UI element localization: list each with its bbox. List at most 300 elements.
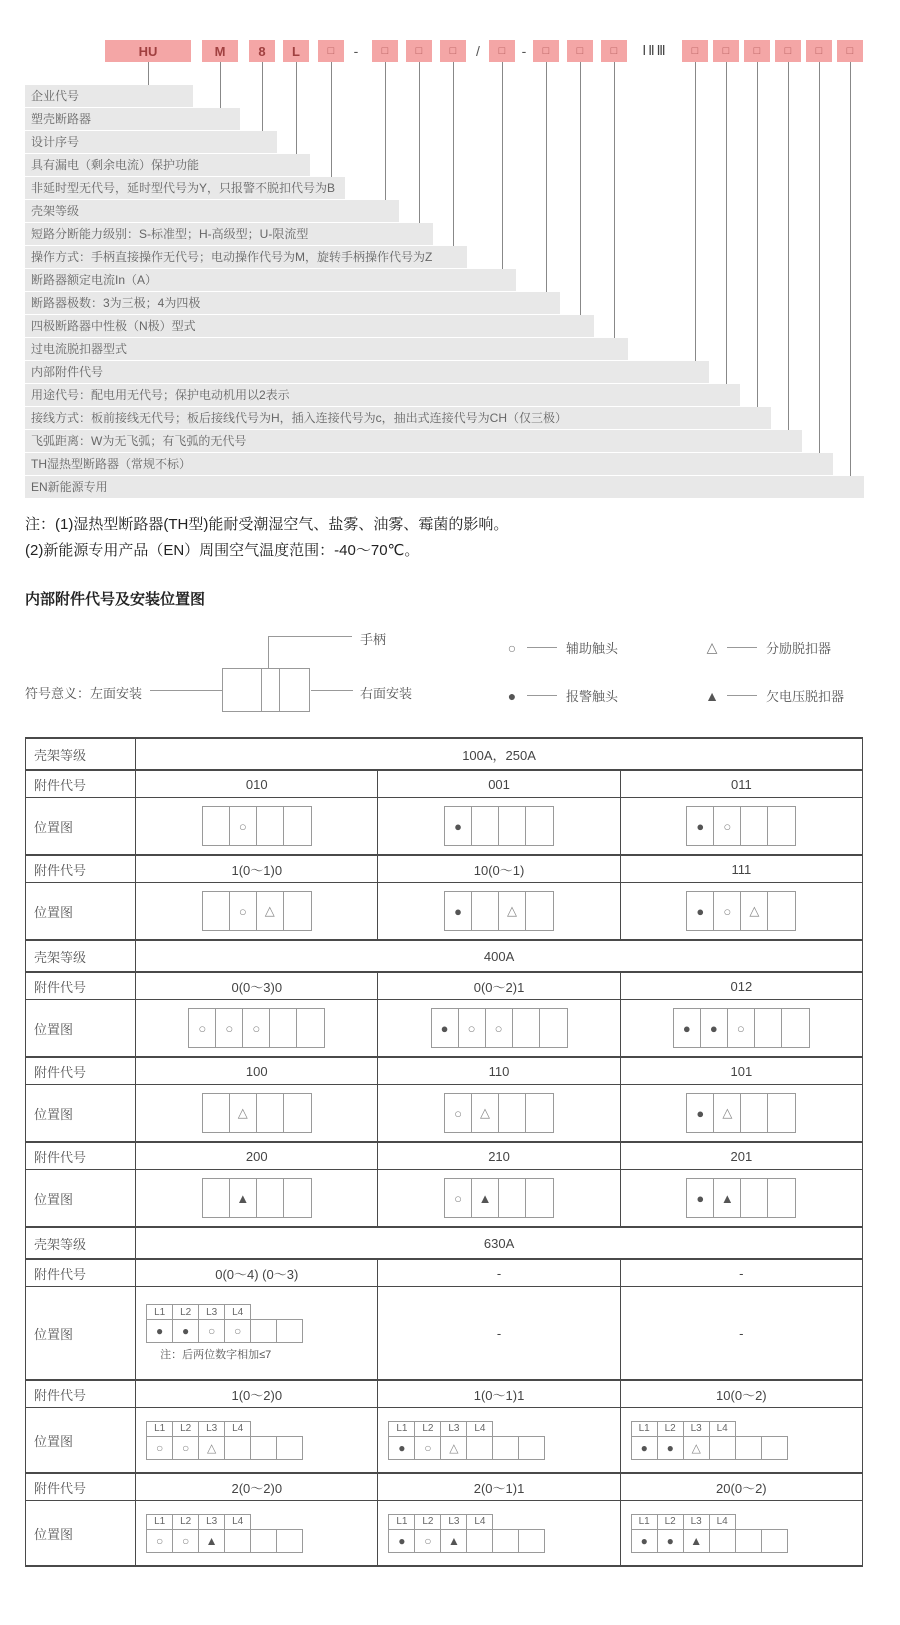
position-header: 位置图: [26, 1085, 136, 1143]
diagram-cell: L1: [146, 1514, 173, 1530]
code-box-placeholder: □: [744, 40, 770, 62]
position-header: 位置图: [26, 1000, 136, 1058]
code-box-placeholder: □: [489, 40, 515, 62]
diagram-cell: [741, 1094, 768, 1132]
code-box-placeholder: □: [406, 40, 432, 62]
position-diagram: [202, 806, 312, 846]
diagram-cell: [499, 1179, 526, 1217]
diagram-cell: L4: [224, 1421, 251, 1437]
diagram-cell: ○: [146, 1436, 173, 1460]
diagram-cell: [276, 1529, 303, 1553]
legend-item-label: 欠电压脱扣器: [766, 689, 845, 704]
diagram-cell: △: [198, 1436, 225, 1460]
table-row: [26, 1170, 863, 1228]
connector-line: [262, 62, 263, 131]
symbol-box-cell: [223, 669, 262, 711]
connector-line: [580, 62, 581, 315]
diagram-cell: [284, 1179, 311, 1217]
accessory-code: 201: [620, 1142, 862, 1170]
connector-line: [385, 62, 386, 200]
diagram-cell: [257, 1179, 284, 1217]
diagram-cell: [709, 1529, 736, 1553]
legend-dash: [727, 647, 757, 648]
symbol-box-cell: [280, 669, 309, 711]
diagram-cell: △: [714, 1094, 741, 1132]
diagram-cell: [540, 1009, 567, 1047]
diagram-cell: L3: [198, 1304, 225, 1320]
connector-line: [614, 62, 615, 338]
diagram-cell: ▲: [714, 1179, 741, 1217]
accessory-code: -: [620, 1259, 862, 1287]
diagram-cell: [513, 1009, 540, 1047]
diagram-cell: ●: [631, 1529, 658, 1553]
accessory-code: 0(0～4) (0～3): [136, 1259, 378, 1287]
alarm-contact-icon: ●: [507, 687, 517, 704]
diagram-cell: L2: [657, 1421, 684, 1437]
diagram-cell: [203, 1094, 230, 1132]
code-box-placeholder: □: [533, 40, 559, 62]
diagram-cell: [284, 892, 311, 930]
position-diagram-labeled: [388, 1514, 544, 1553]
legend-dash: [527, 695, 557, 696]
pole-header-row: [388, 1421, 544, 1437]
connector-line: [695, 62, 696, 361]
diagram-cell: L4: [466, 1514, 493, 1530]
pole-symbol-row: [631, 1529, 787, 1553]
diagram-cell: [526, 807, 553, 845]
diagram-cell: ●: [687, 807, 714, 845]
connector-line: [819, 62, 820, 453]
diagram-cell: ○: [172, 1529, 199, 1553]
diagram-cell: [768, 807, 795, 845]
pole-symbol-row: [388, 1529, 544, 1553]
frame-level-header: 壳架等级: [26, 940, 136, 972]
pole-header-row: [146, 1514, 302, 1530]
code-label-bar: 四极断路器中性极（N极）型式: [25, 315, 594, 337]
accessory-code: 001: [378, 770, 620, 798]
accessory-code: 1(0～1)0: [136, 855, 378, 883]
diagram-cell: ●: [687, 1179, 714, 1217]
diagram-cell: ○: [146, 1529, 173, 1553]
diagram-cell: ●: [631, 1436, 658, 1460]
code-box-placeholder: □: [837, 40, 863, 62]
table-row: [26, 1380, 863, 1408]
diagram-cell: ○: [414, 1436, 441, 1460]
pole-symbol-row: [146, 1319, 302, 1343]
position-diagram: [188, 1008, 325, 1048]
table-row: [26, 1501, 863, 1567]
diagram-cell: L4: [466, 1421, 493, 1437]
accessory-code: 10(0～1): [378, 855, 620, 883]
code-box-placeholder: □: [318, 40, 344, 62]
diagram-cell: △: [440, 1436, 467, 1460]
position-header: 位置图: [26, 1287, 136, 1381]
diagram-cell: [257, 807, 284, 845]
accessory-code-header: 附件代号: [26, 1259, 136, 1287]
diagram-cell: ○: [714, 807, 741, 845]
diagram-cell: [741, 1179, 768, 1217]
pole-header-row: [146, 1304, 302, 1320]
accessory-table: [25, 737, 863, 1567]
code-label-bar: TH湿热型断路器（常规不标）: [25, 453, 833, 475]
code-box-l: L: [283, 40, 309, 62]
diagram-cell: ○: [198, 1319, 225, 1343]
accessory-code-header: 附件代号: [26, 1057, 136, 1085]
code-label-bar: 壳架等级: [25, 200, 399, 222]
legend-item-shunt: [703, 638, 831, 657]
connector-line: [419, 62, 420, 223]
accessory-code: 20(0～2): [620, 1473, 862, 1501]
diagram-cell: [276, 1319, 303, 1343]
accessory-code-header: 附件代号: [26, 1473, 136, 1501]
accessory-code-header: 附件代号: [26, 972, 136, 1000]
table-row: [26, 972, 863, 1000]
diagram-cell: ●: [146, 1319, 173, 1343]
code-box-placeholder: □: [372, 40, 398, 62]
accessory-code: 1(0～2)0: [136, 1380, 378, 1408]
diagram-cell: L2: [172, 1514, 199, 1530]
diagram-cell: [203, 892, 230, 930]
diagram-cell: L2: [414, 1421, 441, 1437]
diagram-cell: [224, 1436, 251, 1460]
accessory-code: 012: [620, 972, 862, 1000]
accessory-code: -: [378, 1259, 620, 1287]
code-box-hu: HU: [105, 40, 191, 62]
diagram-cell: [518, 1436, 545, 1460]
diagram-cell: [499, 807, 526, 845]
code-label-bar: 具有漏电（剩余电流）保护功能: [25, 154, 310, 176]
legend-item-undervoltage: [703, 686, 844, 705]
diagram-cell: [466, 1436, 493, 1460]
diagram-cell: [250, 1319, 277, 1343]
diagram-cell: ○: [243, 1009, 270, 1047]
code-label-bar: 设计序号: [25, 131, 277, 153]
section-title: 内部附件代号及安装位置图: [25, 591, 206, 608]
diagram-cell: △: [472, 1094, 499, 1132]
code-label-bar: 接线方式：板前接线无代号；板后接线代号为H，插入连接代号为c，抽出式连接代号为CH（仅三极）: [25, 407, 771, 429]
diagram-note: 注：后两位数字相加≤7: [160, 1349, 272, 1361]
legend-prefix: 符号意义：左面安装: [25, 686, 143, 701]
diagram-cell: [250, 1529, 277, 1553]
table-row: [26, 1085, 863, 1143]
accessory-code: 1(0～1)1: [378, 1380, 620, 1408]
diagram-cell: [284, 807, 311, 845]
diagram-cell: ●: [674, 1009, 701, 1047]
diagram-cell: [492, 1436, 519, 1460]
right-mount-line: [311, 690, 353, 691]
diagram-cell: [709, 1436, 736, 1460]
handle-pointer-line: [268, 636, 352, 637]
code-label-bar: 企业代号: [25, 85, 193, 107]
diagram-cell: ▲: [230, 1179, 257, 1217]
diagram-cell: ○: [224, 1319, 251, 1343]
code-box-placeholder: □: [440, 40, 466, 62]
diagram-cell: [761, 1436, 788, 1460]
position-header: 位置图: [26, 798, 136, 856]
position-diagram: [686, 806, 796, 846]
diagram-cell: △: [257, 892, 284, 930]
accessory-code: 011: [620, 770, 862, 798]
note-line-1: 注：(1)湿热型断路器(TH型)能耐受潮湿空气、盐雾、油雾、霉菌的影响。: [25, 516, 509, 533]
diagram-cell: L4: [224, 1304, 251, 1320]
position-diagram: [202, 1178, 312, 1218]
connector-line: [148, 62, 149, 85]
diagram-cell: △: [230, 1094, 257, 1132]
diagram-cell: [782, 1009, 809, 1047]
code-label-bar: 断路器极数：3为三极；4为四极: [25, 292, 560, 314]
accessory-code: 210: [378, 1142, 620, 1170]
diagram-cell: ●: [445, 892, 472, 930]
diagram-cell: [768, 1179, 795, 1217]
diagram-cell: △: [741, 892, 768, 930]
diagram-cell: L4: [709, 1421, 736, 1437]
diagram-cell: L3: [198, 1421, 225, 1437]
position-diagram-labeled: [146, 1421, 302, 1460]
position-header: 位置图: [26, 1170, 136, 1228]
diagram-cell: L3: [683, 1514, 710, 1530]
code-box-placeholder: □: [713, 40, 739, 62]
position-diagram: [686, 891, 796, 931]
position-diagram-labeled: [388, 1421, 544, 1460]
accessory-code: 200: [136, 1142, 378, 1170]
accessory-code: 10(0～2): [620, 1380, 862, 1408]
position-diagram: [444, 1093, 554, 1133]
pole-symbol-row: [146, 1436, 302, 1460]
diagram-cell: L3: [440, 1421, 467, 1437]
diagram-cell: L1: [146, 1421, 173, 1437]
legend-item-aux: [503, 638, 618, 657]
diagram-cell: ○: [189, 1009, 216, 1047]
diagram-cell: [250, 1436, 277, 1460]
code-box-m: M: [202, 40, 238, 62]
connector-line: [546, 62, 547, 292]
pole-header-row: [631, 1421, 787, 1437]
diagram-cell: [741, 807, 768, 845]
diagram-cell: ○: [230, 892, 257, 930]
pole-header-row: [146, 1421, 302, 1437]
code-label-bar: 操作方式：手柄直接操作无代号；电动操作代号为M，旋转手柄操作代号为Z: [25, 246, 467, 268]
diagram-cell: ○: [445, 1179, 472, 1217]
pole-symbol-row: [631, 1436, 787, 1460]
diagram-cell: ●: [701, 1009, 728, 1047]
accessory-code-header: 附件代号: [26, 770, 136, 798]
diagram-cell: L1: [631, 1421, 658, 1437]
connector-line: [331, 62, 332, 177]
diagram-cell: [284, 1094, 311, 1132]
diagram-cell: L3: [440, 1514, 467, 1530]
diagram-cell: [297, 1009, 324, 1047]
diagram-cell: [499, 1094, 526, 1132]
code-separator-dash: -: [521, 43, 527, 59]
frame-level-value: 630A: [136, 1227, 863, 1259]
diagram-cell: L3: [198, 1514, 225, 1530]
diagram-cell: [755, 1009, 782, 1047]
code-box-placeholder: □: [567, 40, 593, 62]
table-row: [26, 738, 863, 770]
table-row: [26, 1408, 863, 1474]
diagram-cell: L2: [657, 1514, 684, 1530]
position-diagram: [202, 891, 312, 931]
accessory-code: 010: [136, 770, 378, 798]
empty-cell: -: [378, 1287, 620, 1381]
diagram-cell: ○: [216, 1009, 243, 1047]
diagram-cell: ○: [714, 892, 741, 930]
shunt-release-icon: △: [706, 639, 718, 655]
legend-item-label: 辅助触头: [566, 641, 619, 656]
position-diagram: [686, 1178, 796, 1218]
connector-line: [757, 62, 758, 407]
diagram-cell: ●: [388, 1529, 415, 1553]
position-header: 位置图: [26, 883, 136, 941]
diagram-cell: [224, 1529, 251, 1553]
code-box-placeholder: □: [806, 40, 832, 62]
position-diagram: [673, 1008, 810, 1048]
position-diagram: [686, 1093, 796, 1133]
code-label-bar: 断路器额定电流In（A）: [25, 269, 516, 291]
position-diagram-labeled: [146, 1304, 302, 1362]
diagram-cell: ○: [445, 1094, 472, 1132]
diagram-cell: [735, 1436, 762, 1460]
code-label-bar: 用途代号：配电用无代号；保护电动机用以2表示: [25, 384, 740, 406]
diagram-cell: [203, 807, 230, 845]
position-diagram: [444, 806, 554, 846]
table-row: [26, 1287, 863, 1381]
diagram-cell: [257, 1094, 284, 1132]
diagram-cell: ●: [687, 1094, 714, 1132]
diagram-cell: L2: [414, 1514, 441, 1530]
table-row: [26, 883, 863, 941]
pole-header-row: [388, 1514, 544, 1530]
connector-line: [453, 62, 454, 246]
diagram-cell: ○: [414, 1529, 441, 1553]
diagram-cell: [518, 1529, 545, 1553]
right-mount-label: 右面安装: [360, 686, 413, 701]
diagram-cell: ○: [459, 1009, 486, 1047]
aux-contact-icon: ○: [507, 639, 517, 656]
diagram-cell: ●: [445, 807, 472, 845]
diagram-cell: L2: [172, 1304, 199, 1320]
position-diagram: [431, 1008, 568, 1048]
position-diagram: [444, 891, 554, 931]
diagram-cell: L1: [631, 1514, 658, 1530]
code-label-bar: 短路分断能力级别：S-标准型；H-高级型；U-限流型: [25, 223, 433, 245]
code-label-bar: 非延时型无代号，延时型代号为Y，只报警不脱扣代号为B: [25, 177, 345, 199]
diagram-cell: [768, 892, 795, 930]
connector-line: [726, 62, 727, 384]
table-row: [26, 940, 863, 972]
legend-item-label: 报警触头: [566, 689, 619, 704]
connector-line: [788, 62, 789, 430]
accessory-code-header: 附件代号: [26, 855, 136, 883]
diagram-cell: [526, 892, 553, 930]
diagram-cell: ▲: [472, 1179, 499, 1217]
frame-level-value: 400A: [136, 940, 863, 972]
code-box-placeholder: □: [682, 40, 708, 62]
legend-dash: [727, 695, 757, 696]
position-header: 位置图: [26, 1408, 136, 1474]
code-label-bar: 内部附件代号: [25, 361, 709, 383]
diagram-cell: [492, 1529, 519, 1553]
position-diagram-labeled: [631, 1421, 787, 1460]
connector-line: [850, 62, 851, 476]
diagram-cell: L1: [388, 1514, 415, 1530]
diagram-cell: [526, 1094, 553, 1132]
table-row: [26, 855, 863, 883]
legend-dash: [527, 647, 557, 648]
empty-cell: -: [620, 1287, 862, 1381]
code-box-placeholder: □: [601, 40, 627, 62]
accessory-code: 2(0～2)0: [136, 1473, 378, 1501]
symbol-box-cell: [262, 669, 280, 711]
diagram-cell: ●: [388, 1436, 415, 1460]
pole-header-row: [631, 1514, 787, 1530]
accessory-code-header: 附件代号: [26, 1142, 136, 1170]
frame-level-header: 壳架等级: [26, 738, 136, 770]
diagram-cell: [735, 1529, 762, 1553]
legend-item-label: 分励脱扣器: [766, 641, 832, 656]
accessory-code: 0(0～2)1: [378, 972, 620, 1000]
diagram-cell: ●: [657, 1529, 684, 1553]
accessory-code: 2(0～1)1: [378, 1473, 620, 1501]
diagram-cell: ○: [230, 807, 257, 845]
accessory-code: 111: [620, 855, 862, 883]
diagram-cell: ○: [172, 1436, 199, 1460]
diagram-cell: [472, 892, 499, 930]
undervoltage-release-icon: ▲: [705, 687, 719, 704]
diagram-cell: △: [499, 892, 526, 930]
diagram-cell: ●: [687, 892, 714, 930]
diagram-cell: ▲: [440, 1529, 467, 1553]
note-line-2: (2)新能源专用产品（EN）周围空气温度范围：-40～70℃。: [25, 542, 420, 559]
pole-symbol-row: [146, 1529, 302, 1553]
diagram-cell: ○: [486, 1009, 513, 1047]
table-row: [26, 1057, 863, 1085]
diagram-cell: L4: [224, 1514, 251, 1530]
breaker-symbol-box: [222, 668, 310, 712]
diagram-cell: ▲: [683, 1529, 710, 1553]
diagram-cell: L1: [146, 1304, 173, 1320]
code-box-8: 8: [249, 40, 275, 62]
handle-pointer-line: [268, 636, 269, 668]
diagram-cell: ●: [172, 1319, 199, 1343]
connector-line: [220, 62, 221, 108]
accessory-code: 100: [136, 1057, 378, 1085]
table-row: [26, 1000, 863, 1058]
legend-line: [150, 690, 222, 691]
diagram-cell: [761, 1529, 788, 1553]
diagram-cell: L3: [683, 1421, 710, 1437]
diagram-cell: ●: [657, 1436, 684, 1460]
accessory-code: 0(0～3)0: [136, 972, 378, 1000]
accessory-code: 110: [378, 1057, 620, 1085]
frame-level-value: 100A，250A: [136, 738, 863, 770]
table-row: [26, 770, 863, 798]
diagram-cell: ●: [432, 1009, 459, 1047]
diagram-cell: L1: [388, 1421, 415, 1437]
table-row: [26, 1259, 863, 1287]
diagram-cell: [768, 1094, 795, 1132]
legend-item-alarm: [503, 686, 618, 705]
table-row: [26, 1473, 863, 1501]
accessory-code: 101: [620, 1057, 862, 1085]
position-diagram: [202, 1093, 312, 1133]
position-diagram-labeled: [631, 1514, 787, 1553]
code-label-bar: EN新能源专用: [25, 476, 864, 498]
handle-label: 手柄: [360, 632, 387, 647]
diagram-cell: △: [683, 1436, 710, 1460]
pole-symbol-row: [388, 1436, 544, 1460]
frame-level-header: 壳架等级: [26, 1227, 136, 1259]
